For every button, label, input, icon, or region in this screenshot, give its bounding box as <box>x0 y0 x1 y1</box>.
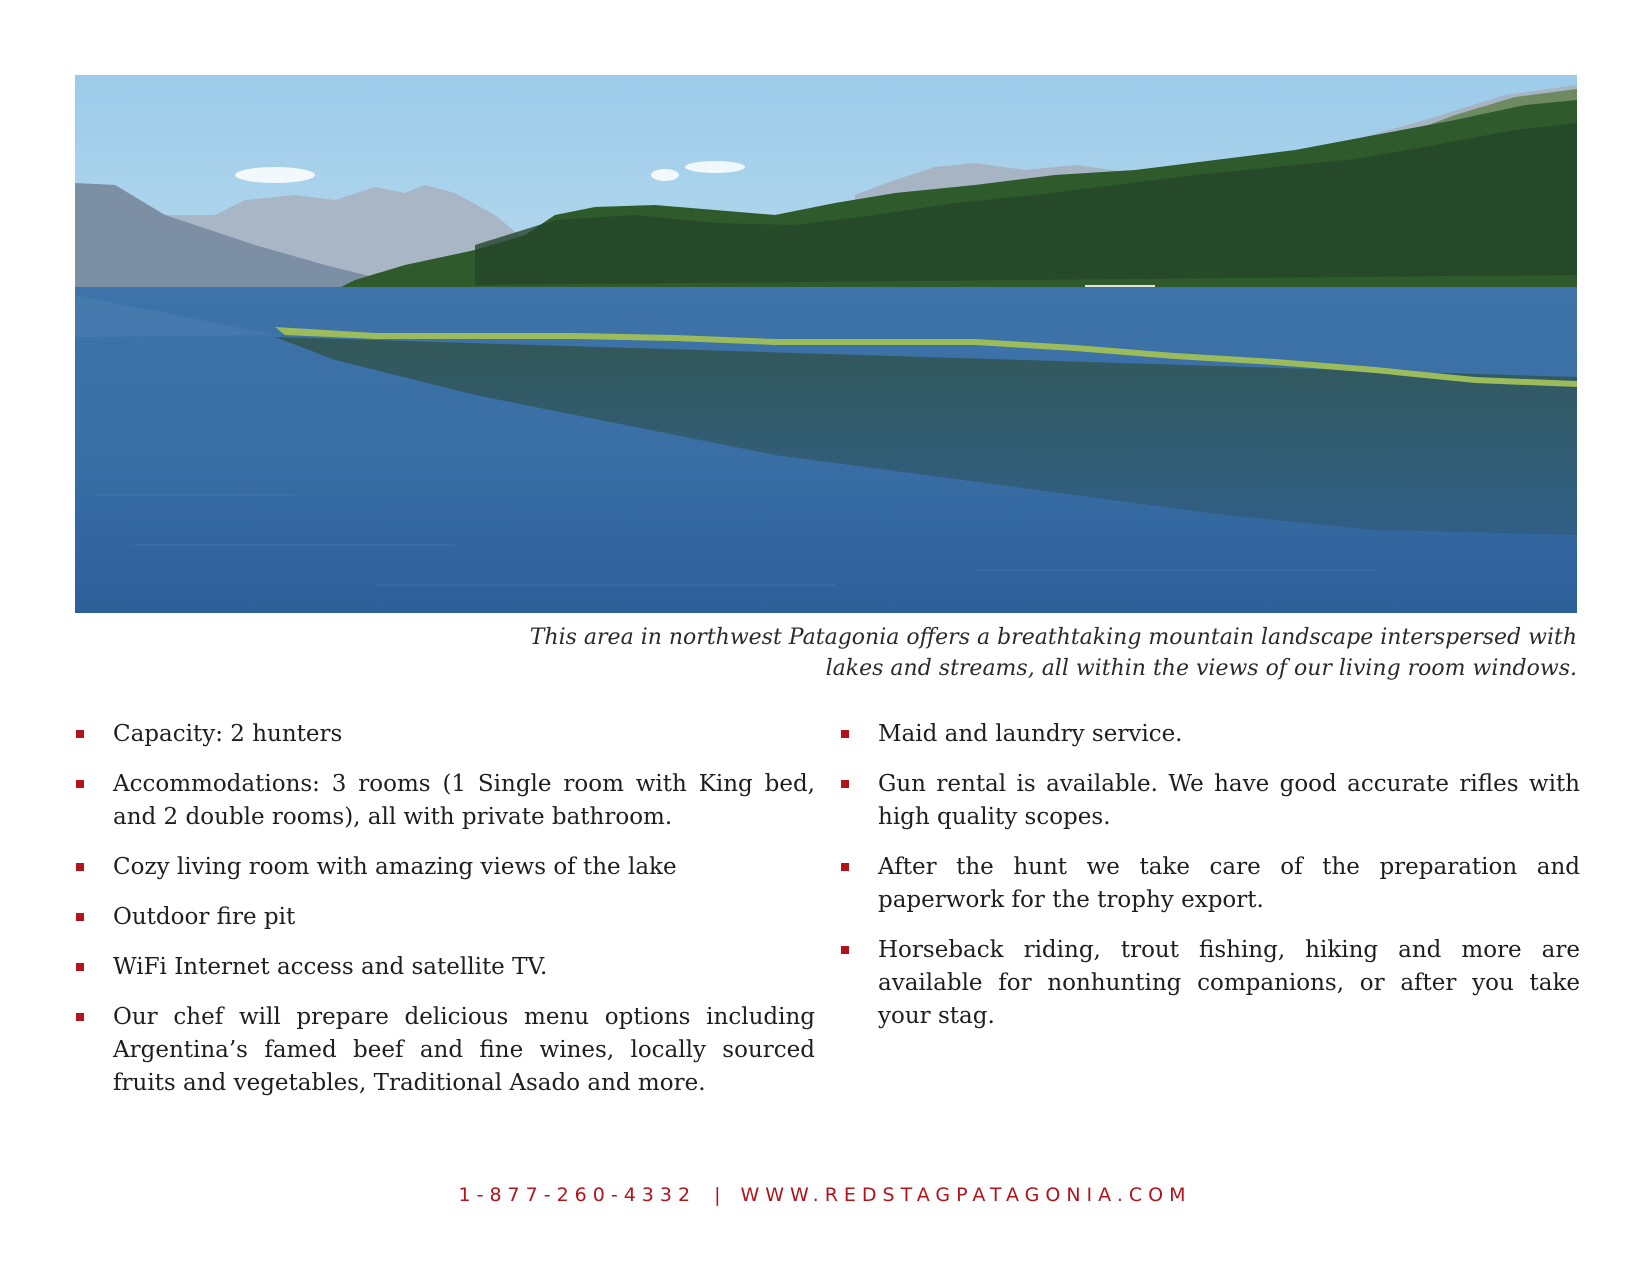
lake-landscape-photo <box>75 75 1577 613</box>
list-item <box>75 768 815 834</box>
caption-line-2: lakes and streams, all within the views of our living room windows. <box>825 656 1577 681</box>
bullet-square-icon <box>841 730 849 738</box>
bullet-square-icon <box>841 946 849 954</box>
list-item-text: Our chef will prepare delicious menu options including Argentina’s famed beef and fine wines, locally sourced fruits and vegetables, Traditional Asado and more. <box>113 1004 815 1096</box>
list-item-text: Outdoor fire pit <box>113 904 296 930</box>
list-item <box>75 951 815 984</box>
contact-footer <box>0 1184 1650 1206</box>
bullet-square-icon <box>76 863 84 871</box>
lake-landscape-illustration <box>75 75 1577 613</box>
amenities-list-right <box>840 718 1580 1050</box>
list-item <box>75 851 815 884</box>
list-item <box>840 851 1580 917</box>
list-item <box>840 718 1580 751</box>
bullet-square-icon <box>841 780 849 788</box>
list-item <box>75 901 815 934</box>
list-item-text: WiFi Internet access and satellite TV. <box>113 954 548 980</box>
list-item-text: Maid and laundry service. <box>878 721 1183 747</box>
website-link[interactable]: WWW.REDSTAGPATAGONIA.COM <box>740 1184 1192 1206</box>
bullet-square-icon <box>841 863 849 871</box>
bullet-square-icon <box>76 730 84 738</box>
list-item <box>75 1001 815 1100</box>
amenities-list-left <box>75 718 815 1117</box>
list-item <box>840 934 1580 1033</box>
list-item-text: Gun rental is available. We have good accurate rifles with high quality scopes. <box>878 771 1580 830</box>
phone-number[interactable]: 1-877-260-4332 <box>458 1184 697 1206</box>
list-item <box>75 718 815 751</box>
bullet-square-icon <box>76 1013 84 1021</box>
list-item-text: Accommodations: 3 rooms (1 Single room with King bed, and 2 double rooms), all with private bathroom. <box>113 771 815 830</box>
list-item-text: Capacity: 2 hunters <box>113 721 343 747</box>
bullet-square-icon <box>76 963 84 971</box>
bullet-square-icon <box>76 913 84 921</box>
footer-separator: | <box>714 1184 727 1206</box>
list-item-text: After the hunt we take care of the preparation and paperwork for the trophy export. <box>878 854 1580 913</box>
list-item <box>840 768 1580 834</box>
list-item-text: Horseback riding, trout fishing, hiking and more are available for nonhunting companions, or after you take your stag. <box>878 937 1580 1029</box>
bullet-square-icon <box>76 780 84 788</box>
photo-caption <box>75 622 1577 684</box>
list-item-text: Cozy living room with amazing views of the lake <box>113 854 677 880</box>
caption-line-1: This area in northwest Patagonia offers a breathtaking mountain landscape interspersed with <box>529 625 1577 650</box>
